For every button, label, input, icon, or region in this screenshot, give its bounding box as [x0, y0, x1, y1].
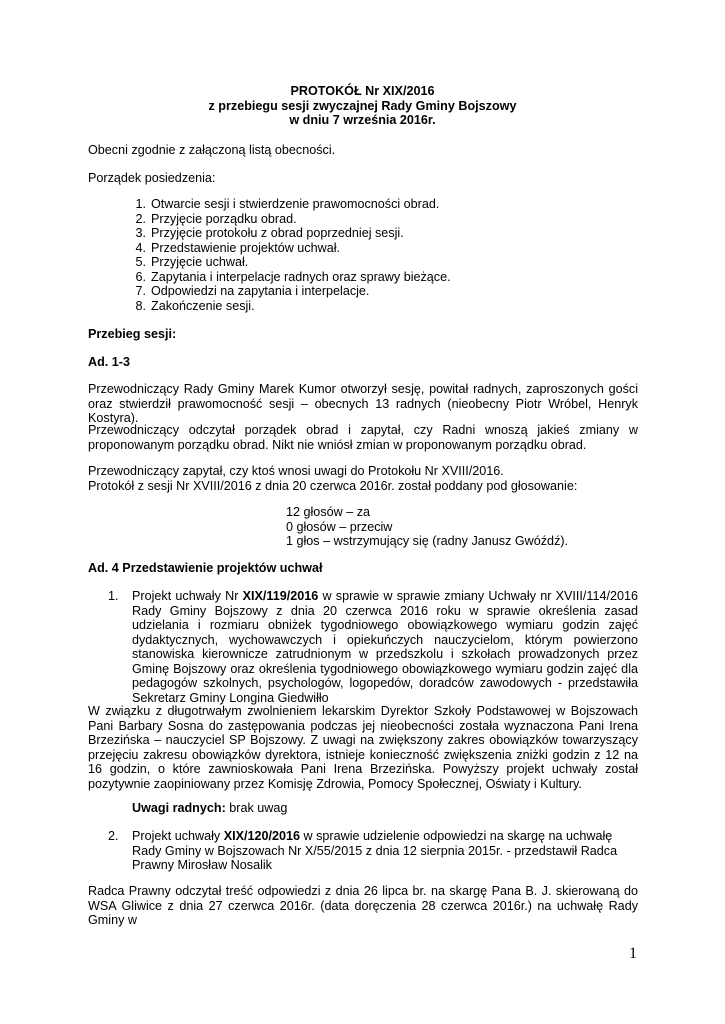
page-number: 1 [629, 945, 637, 962]
council-remarks [132, 801, 632, 816]
agenda-heading: Porządek posiedzenia: [88, 171, 216, 185]
resolution-item-1: 1. Projekt uchwały Nr XIX/119/2016 w sprawie w sprawie zmiany Uchwały nr XVIII/114/2016 Rady Gminy Bojszowy z dnia 20 czerwca 2016 roku w sprawie określenia zasad udzielania i rozmiaru obniżek tygodniowego obowiązkowego wymiaru godzin zajęć dydaktycznych, wychowawczych i opiekuńczych nauczycielom, którym powierzono stanowiska kierownicze zatrudnionym w przedszkolu i szkołach prowadzonych przez Gminę Bojszowy oraz określenia tygodniowego obowiązkowego wymiaru godzin zajęć dla pedagogów szkolnych, psychologów, logopedów, doradców zawodowych - przedstawiła Sekretarz Gminy Longina Giedwiłło [108, 589, 638, 705]
session-heading: Przebieg sesji: [88, 327, 177, 341]
agenda-item: 3. Przyjęcie protokołu z obrad poprzedniej sesji. [135, 226, 404, 240]
ad13-heading: Ad. 1-3 [88, 355, 130, 369]
vote-against: 0 głosów – przeciw [286, 519, 393, 534]
agenda-item: 2. Przyjęcie porządku obrad. [135, 211, 297, 226]
opening-paragraph: Przewodniczący Rady Gminy Marek Kumor otworzył sesję, powitał radnych, zaproszonych gości oraz stwierdził prawomocność sesji – obecnych 13 radnych (nieobecny Piotr Wróbel, Henryk Kostyra). [88, 382, 638, 425]
agenda-paragraph: Przewodniczący odczytał porządek obrad i zapytał, czy Radni wnoszą jakieś zmiany w proponowanym porządku obrad. Nikt nie wniósł zmian w proponowanym porządku obrad. [88, 423, 638, 452]
item-number: 1. [108, 589, 119, 603]
explanation-paragraph: W związku z długotrwałym zwolnieniem lekarskim Dyrektor Szkoły Podstawowej w Bojszowach Pani Barbary Sosna do zastępowania podczas jej nieobecności została wyznaczona Pani Irena Brzezińska – nauczyciel SP Bojszowy. Z uwagi na zwiększony zakres obowiązków towarzyszący przejęciu zakresu obowiązków dyrektora, istnieje konieczność zwiększenia zniżki godzin z 12 na 16 godzin, o które zawnioskowała Pani Irena Brzezińska. Powyższy projekt uchwały został pozytywnie zaopiniowany przez Komisję Zdrowia, Pomocy Społecznej, Oświaty i Kultury. [88, 704, 638, 791]
title-line-3: w dniu 7 września 2016r. [289, 113, 436, 127]
ad4-heading: Ad. 4 Przedstawienie projektów uchwał [88, 561, 323, 575]
item-number: 2. [108, 829, 119, 843]
resolution-code: XIX/120/2016 [223, 829, 301, 843]
minutes-question: Przewodniczący zapytał, czy ktoś wnosi uwagi do Protokołu Nr XVIII/2016. [88, 464, 504, 478]
vote-results [286, 505, 616, 549]
vote-abstain: 1 głos – wstrzymujący się (radny Janusz Gwóźdź). [286, 534, 569, 548]
protocol-title [0, 84, 725, 128]
agenda-item: 8. Zakończenie sesji. [135, 298, 255, 313]
agenda-item: 5. Przyjęcie uchwał. [135, 255, 249, 269]
attendance-note: Obecni zgodnie z załączoną listą obecności. [88, 143, 336, 157]
agenda-list [88, 197, 588, 313]
remarks-value: brak uwag [225, 801, 288, 815]
title-line-1: PROTOKÓŁ Nr XIX/2016 [290, 84, 435, 98]
vote-for: 12 głosów – za [286, 505, 371, 519]
remarks-label: Uwagi radnych: [132, 801, 226, 815]
resolution-item-2: 2. Projekt uchwały XIX/120/2016 w sprawie udzielenie odpowiedzi na skargę na uchwałę Rady Gminy w Bojszowach Nr X/55/2015 z dnia 12 sierpnia 2015r. - przedstawił Radca Prawny Mirosław Nosalik [108, 829, 618, 872]
legal-counsel-paragraph: Radca Prawny odczytał treść odpowiedzi z dnia 26 lipca br. na skargę Pana B. J. skierowaną do WSA Gliwice z dnia 27 czerwca 2016r. (data doręczenia 28 czerwca 2016r.) na uchwałę Rady Gminy w [88, 884, 638, 927]
agenda-item: 7. Odpowiedzi na zapytania i interpelacje. [135, 284, 370, 298]
minutes-vote-intro: Protokół z sesji Nr XVIII/2016 z dnia 20 czerwca 2016r. został poddany pod głosowanie: [88, 478, 578, 493]
agenda-item: 1. Otwarcie sesji i stwierdzenie prawomocności obrad. [135, 197, 440, 211]
agenda-item: 4. Przedstawienie projektów uchwał. [135, 240, 340, 255]
title-line-2: z przebiegu sesji zwyczajnej Rady Gminy Bojszowy [208, 98, 517, 113]
agenda-item: 6. Zapytania i interpelacje radnych oraz sprawy bieżące. [135, 269, 451, 284]
resolution-code: XIX/119/2016 [242, 589, 319, 603]
